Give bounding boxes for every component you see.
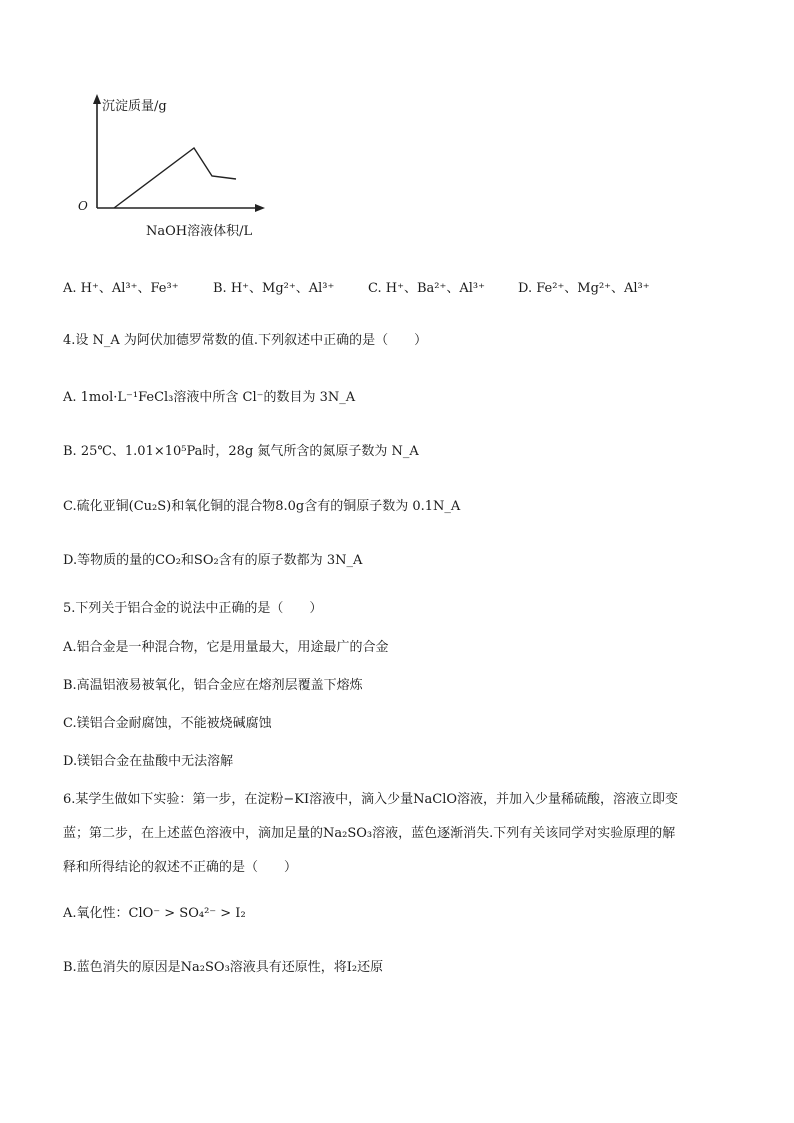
q5-option-c: C.镁铝合金耐腐蚀，不能被烧碱腐蚀	[63, 716, 272, 731]
y-axis-label: 沉淀质量/g	[102, 99, 167, 114]
q4-option-d: D.等物质的量的CO₂和SO₂含有的原子数都为 3N_A	[63, 553, 363, 568]
q6-stem-line-2: 蓝；第二步，在上述蓝色溶液中，滴加足量的Na₂SO₃溶液，蓝色逐渐消失.下列有关该同学对实验原理的解	[63, 826, 676, 841]
q4-option-c: C.硫化亚铜(Cu₂S)和氧化铜的混合物8.0g含有的铜原子数为 0.1N_A	[63, 499, 461, 514]
q5-option-d: D.镁铝合金在盐酸中无法溶解	[63, 754, 234, 769]
precipitate-graph	[70, 92, 280, 242]
q5-option-a: A.铝合金是一种混合物，它是用量最大，用途最广的合金	[63, 640, 389, 655]
q4-stem: 4.设 N_A 为阿伏加德罗常数的值.下列叙述中正确的是（ ）	[63, 333, 428, 348]
q3-options	[63, 280, 650, 298]
precipitate-curve	[114, 148, 236, 208]
q3-option-d: D. Fe²⁺、Mg²⁺、Al³⁺	[518, 281, 650, 296]
q6-option-b: B.蓝色消失的原因是Na₂SO₃溶液具有还原性，将I₂还原	[63, 960, 384, 975]
q3-option-b: B. H⁺、Mg²⁺、Al³⁺	[213, 281, 335, 296]
q6-option-a: A.氧化性：ClO⁻ > SO₄²⁻ > I₂	[63, 906, 246, 921]
x-axis-label: NaOH溶液体积/L	[146, 224, 253, 239]
origin-label: O	[78, 199, 88, 213]
q4-option-b: B. 25℃、1.01×10⁵Pa时，28g 氮气所含的氮原子数为 N_A	[63, 444, 419, 459]
q4-option-a: A. 1mol·L⁻¹FeCl₃溶液中所含 Cl⁻的数目为 3N_A	[63, 390, 356, 405]
q5-option-b: B.高温铝液易被氧化，铝合金应在熔剂层覆盖下熔炼	[63, 678, 363, 693]
q6-stem-line-1: 6.某学生做如下实验：第一步，在淀粉−KI溶液中，滴入少量NaClO溶液，并加入少量稀硫酸，溶液立即变	[63, 792, 679, 807]
q5-stem: 5.下列关于铝合金的说法中正确的是（ ）	[63, 601, 323, 616]
q6-stem-line-3: 释和所得结论的叙述不正确的是（ ）	[63, 860, 298, 875]
y-axis-arrow	[93, 94, 101, 104]
q3-option-a: A. H⁺、Al³⁺、Fe³⁺	[63, 281, 179, 296]
x-axis-arrow	[255, 204, 265, 212]
q3-option-c: C. H⁺、Ba²⁺、Al³⁺	[368, 281, 485, 296]
